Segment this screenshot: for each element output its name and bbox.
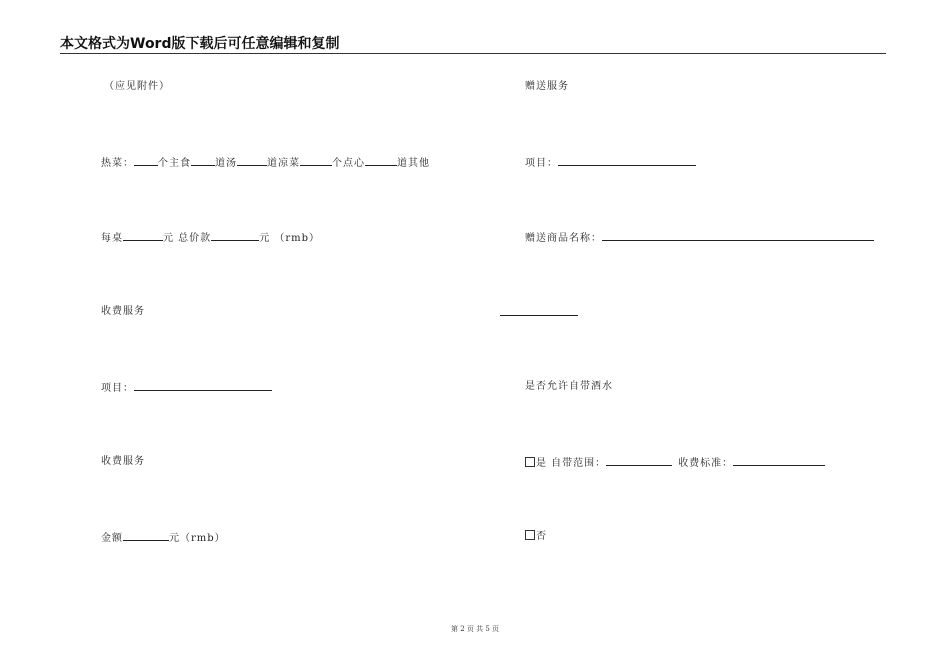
free-item-field[interactable] (558, 155, 696, 166)
cold-dish-count-field[interactable] (237, 155, 267, 166)
no-option-line (525, 530, 547, 543)
page-number-footer: 第 2 页 共 5 页 (450, 625, 500, 633)
cold-dish-unit: 道凉菜 (267, 158, 300, 169)
amount-line (101, 530, 226, 545)
gift-name-label: 赠送商品名称： (525, 233, 602, 244)
paid-item-field[interactable] (134, 380, 272, 391)
header-divider (60, 53, 886, 54)
free-item-label: 项目： (525, 158, 558, 169)
gift-name-continuation-line[interactable] (500, 315, 578, 316)
fee-standard-label: 收费标准： (678, 458, 734, 469)
page-header-title: 本文格式为Word版下载后可任意编辑和复制 (60, 36, 340, 52)
amount-suffix: 元（rmb） (169, 533, 226, 544)
yes-checkbox[interactable] (525, 457, 535, 467)
bring-range-field[interactable] (606, 455, 672, 466)
hot-dishes-label: 热菜： (101, 158, 134, 169)
soup-count-field[interactable] (191, 155, 215, 166)
gift-name-field[interactable] (602, 230, 874, 241)
amount-label: 金额 (101, 533, 123, 544)
soup-unit: 道汤 (215, 158, 237, 169)
other-unit: 道其他 (397, 158, 430, 169)
hot-dishes-line (101, 155, 430, 170)
attachment-note: （应见附件） (104, 81, 170, 92)
yes-option-label: 是 自带范围： (536, 458, 607, 469)
total-price-field[interactable] (211, 230, 259, 241)
gift-name-line (525, 230, 874, 245)
per-table-line (101, 230, 320, 245)
per-table-label: 每桌 (101, 233, 123, 244)
free-service-heading: 赠送服务 (525, 81, 569, 92)
yes-option-line (525, 455, 825, 470)
paid-item-label: 项目： (101, 383, 134, 394)
main-food-count-field[interactable] (134, 155, 158, 166)
allow-alcohol-question: 是否允许自带酒水 (525, 381, 613, 392)
per-table-price-field[interactable] (123, 230, 163, 241)
fee-standard-field[interactable] (733, 455, 825, 466)
paid-service-heading-2: 收费服务 (101, 456, 145, 467)
paid-service-heading-1: 收费服务 (101, 306, 145, 317)
no-option-label: 否 (536, 531, 547, 542)
total-price-label: 元 总价款 (163, 233, 212, 244)
snack-count-field[interactable] (300, 155, 332, 166)
main-food-unit: 个主食 (158, 158, 191, 169)
other-count-field[interactable] (365, 155, 397, 166)
snack-unit: 个点心 (332, 158, 365, 169)
no-checkbox[interactable] (525, 530, 535, 540)
currency-rmb-label: 元 （rmb） (259, 233, 321, 244)
paid-item-line (101, 380, 272, 395)
amount-field[interactable] (123, 530, 169, 541)
free-item-line (525, 155, 696, 170)
